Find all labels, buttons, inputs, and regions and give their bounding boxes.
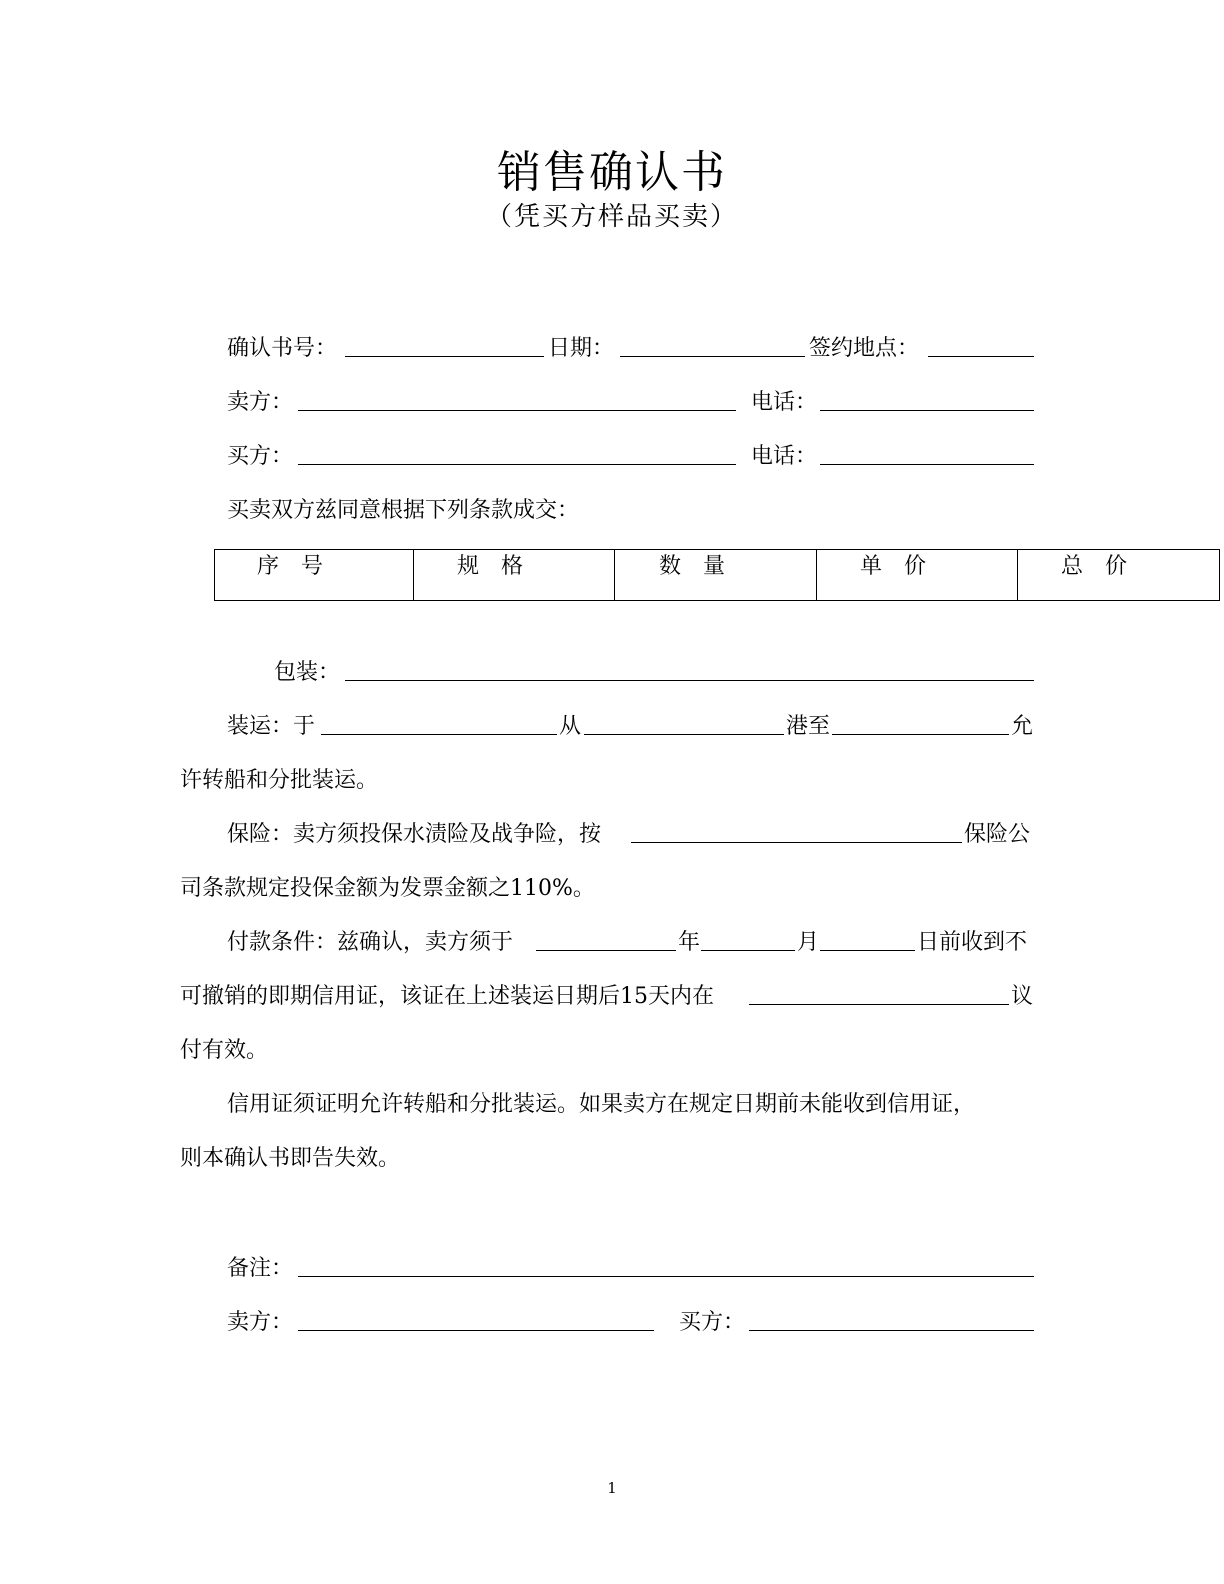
remarks-field[interactable] [298,1276,1034,1277]
buyer-field[interactable] [298,464,736,465]
payment-negotiation-place-field[interactable] [749,1004,1009,1005]
shipment-allow-text: 允 [1011,714,1034,739]
confirmation-no-label: 确认书号： [227,336,338,361]
payment-year-label: 年 [678,930,701,955]
shipment-prefix: 装运：于 [227,714,316,739]
packing-field[interactable] [345,680,1034,681]
items-table [214,549,1220,601]
payment-year-field[interactable] [536,950,676,951]
document-title: 销售确认书 [497,147,727,198]
remarks-label: 备注： [227,1256,294,1281]
shipment-continuation: 许转船和分批装运。 [180,768,379,793]
shipment-from-label: 从 [559,714,582,739]
seller-phone-label: 电话： [751,390,818,415]
lc-clause-line1: 信用证须证明允许转船和分批装运。如果卖方在规定日期前未能收到信用证， [227,1092,976,1117]
date-field[interactable] [620,356,805,357]
packing-label: 包装： [274,660,341,685]
shipment-port-to-field[interactable] [832,734,1009,735]
signature-buyer-field[interactable] [749,1330,1034,1331]
agreement-intro: 买卖双方兹同意根据下列条款成交： [227,498,580,523]
seller-label: 卖方： [227,390,294,415]
confirmation-no-field[interactable] [345,356,544,357]
insurance-suffix: 保险公 [964,822,1031,847]
payment-month-field[interactable] [701,950,795,951]
column-header-total-price: 总 价 [1018,550,1220,601]
column-header-unit-price: 单 价 [817,550,1018,601]
lc-clause-line2: 则本确认书即告失效。 [180,1146,401,1171]
column-header-specification: 规 格 [414,550,615,601]
payment-day-field[interactable] [820,950,915,951]
payment-day-suffix: 日前收到不 [917,930,1028,955]
page-number: 1 [607,1479,617,1497]
document-subtitle: （凭买方样品买卖） [485,202,738,232]
date-label: 日期： [548,336,615,361]
buyer-phone-label: 电话： [751,444,818,469]
seller-field[interactable] [298,410,736,411]
buyer-phone-field[interactable] [820,464,1034,465]
shipment-time-field[interactable] [321,734,557,735]
signing-place-field[interactable] [928,356,1034,357]
column-header-serial-no: 序 号 [215,550,414,601]
payment-month-label: 月 [797,930,820,955]
seller-phone-field[interactable] [820,410,1034,411]
shipment-port-from-field[interactable] [584,734,784,735]
payment-line2-suffix: 议 [1011,984,1034,1009]
signature-seller-field[interactable] [298,1330,654,1331]
payment-line3: 付有效。 [180,1038,269,1063]
insurance-continuation: 司条款规定投保金额为发票金额之110%。 [180,876,595,901]
signature-buyer-label: 买方： [679,1310,746,1335]
signature-seller-label: 卖方： [227,1310,294,1335]
items-table-header-row [215,550,1220,601]
payment-line2-prefix: 可撤销的即期信用证，该证在上述装运日期后15天内在 [180,984,714,1009]
payment-prefix: 付款条件：兹确认，卖方须于 [227,930,514,955]
column-header-quantity: 数 量 [615,550,817,601]
signing-place-label: 签约地点： [809,336,920,361]
insurance-company-field[interactable] [631,842,962,843]
shipment-port-to-label: 港至 [786,714,831,739]
buyer-label: 买方： [227,444,294,469]
insurance-prefix: 保险：卖方须投保水渍险及战争险，按 [227,822,602,847]
